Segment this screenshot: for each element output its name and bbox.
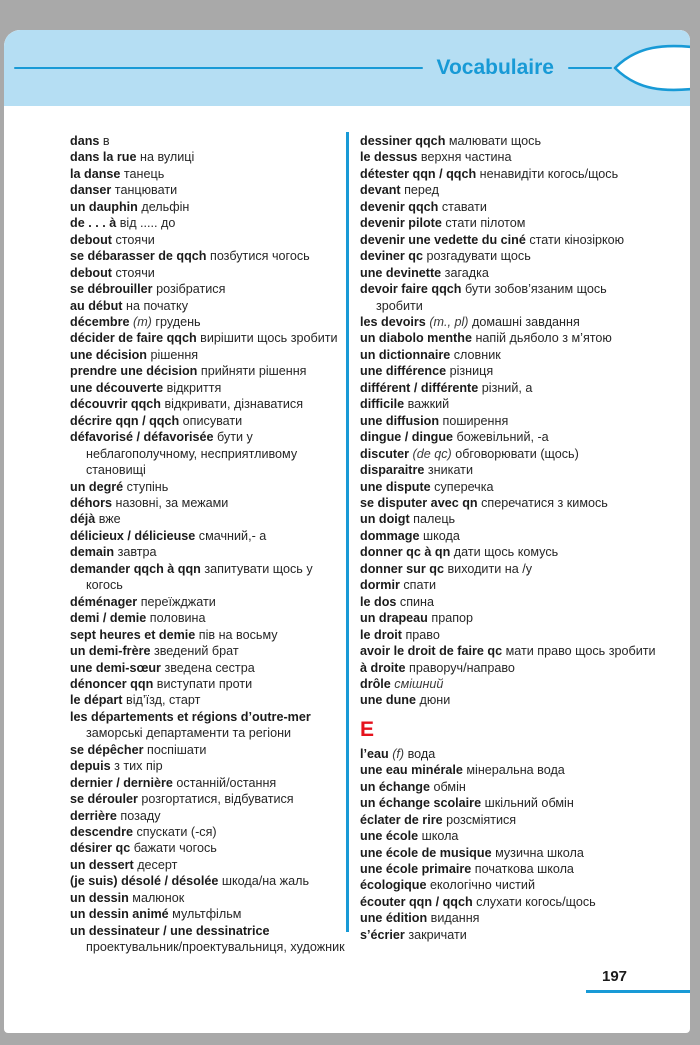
vocab-entry: un dauphin дельфін — [70, 199, 190, 214]
vocab-entry: une école primaire початкова школа — [360, 862, 574, 877]
vocab-entry: se dérouler розгортатися, відбуватися — [70, 792, 294, 807]
vocab-entry: la danse танець — [70, 166, 165, 181]
vocab-entry: déhors назовні, за межами — [70, 495, 229, 510]
vocab-entry: demander qqch à qqn запитувати щось у когось — [70, 561, 313, 593]
oval-tab-icon — [612, 39, 690, 97]
vocab-entry: se disputer avec qn сперечатися з кимось — [360, 495, 608, 510]
vocab-entry: deviner qc розгадувати щось — [360, 249, 531, 264]
vocab-entry: devenir qqch ставати — [360, 199, 487, 214]
vocab-entry: (je suis) désolé / désolée шкода/на жаль — [70, 874, 310, 889]
vocab-entry: détester qqn / qqch ненавидіти когось/щось — [360, 166, 619, 181]
vocab-entry: une demi-sœur зведена сестра — [70, 660, 255, 675]
vocab-entry: devoir faire qqch бути зобов’язаним щось зробити — [360, 282, 607, 313]
vocab-entry: une édition видання — [360, 911, 480, 926]
vocab-entry: derrière позаду — [70, 808, 161, 823]
vocab-entry: découvrir qqch відкривати, дізнаватися — [70, 397, 304, 412]
vocab-entry: les départements et régions d’outre-mer заморські департаменти та регіони — [70, 709, 311, 741]
vocab-entry: le départ від’їзд, старт — [70, 693, 201, 708]
vocab-entry: difficile важкий — [360, 397, 450, 412]
vocab-entry: une décision рішення — [70, 347, 199, 362]
vocab-entry: un doigt палець — [360, 512, 456, 527]
vocab-entry: l’eau (f) вода — [360, 746, 436, 761]
vocab-entry: un dessin малюнок — [70, 890, 185, 905]
vocab-entry: décider de faire qqch вирішити щось зробити — [70, 331, 338, 346]
vocab-entry: le dessus верхня частина — [360, 150, 512, 165]
vocab-entry: devenir une vedette du ciné стати кінозіркою — [360, 232, 625, 247]
vocab-entry: se débarasser de qqch позбутися чогось — [70, 249, 310, 264]
vocab-entry: le droit право — [360, 627, 440, 642]
vocab-entry: dormir спати — [360, 578, 437, 593]
page-footer — [586, 968, 690, 993]
vocab-entry: un demi-frère зведений брат — [70, 644, 239, 659]
header-band — [4, 30, 690, 106]
vocab-entry: une dispute суперечка — [360, 479, 494, 494]
vocab-entry: avoir le droit de faire qc мати право щось зробити — [360, 644, 656, 659]
page-title: Vocabulaire — [436, 56, 554, 79]
vocab-entry: au début на початку — [70, 298, 188, 313]
vocab-entry: se dépêcher поспішати — [70, 742, 207, 757]
vocab-entry: dans в — [70, 134, 110, 148]
vocab-entry: une devinette загадка — [360, 265, 489, 280]
vocab-entry: une différence різниця — [360, 364, 494, 379]
vocab-entry: demi / demie половина — [70, 611, 206, 626]
vocab-entry: devenir pilote стати пілотом — [360, 216, 526, 231]
vocab-entry: délicieux / délicieuse смачний,- а — [70, 528, 267, 543]
vocab-entry: un drapeau прапор — [360, 611, 474, 626]
vocab-entry: décembre (m) грудень — [70, 314, 201, 329]
vocab-entry: un dessin animé мультфільм — [70, 907, 242, 922]
vocab-entry: désirer qc бажати чогось — [70, 841, 217, 856]
vocab-entry: déjà вже — [70, 512, 121, 527]
vocab-entry: donner qc à qn дати щось комусь — [360, 545, 559, 560]
vocab-column-right — [346, 133, 656, 956]
vocab-entry: une diffusion поширення — [360, 413, 509, 428]
vocab-entry: dernier / dernière останній/остання — [70, 775, 277, 790]
vocab-entry: une école школа — [360, 829, 459, 844]
vocab-entry: une école de musique музична школа — [360, 845, 584, 860]
column-divider — [346, 132, 349, 932]
header-rule-right — [568, 67, 612, 70]
vocab-entry: dans la rue на вулиці — [70, 150, 195, 165]
vocab-entry: une eau minérale мінеральна вода — [360, 763, 565, 778]
vocab-entry: décrire qqn / qqch описувати — [70, 413, 243, 428]
vocab-entry: drôle смішний — [360, 676, 444, 691]
book-page — [4, 30, 690, 1033]
vocab-entry: debout стоячи — [70, 265, 155, 280]
vocab-entry: un diabolo menthe напій дьяболо з м’ятою — [360, 331, 612, 346]
vocab-entry: disparaitre зникати — [360, 463, 473, 478]
vocab-column-left — [70, 133, 346, 956]
vocab-entry: prendre une décision прийняти рішення — [70, 364, 307, 379]
section-letter: E — [360, 717, 375, 741]
vocab-entry: différent / différente різний, а — [360, 380, 533, 395]
vocab-entry: de . . . à від ..... до — [70, 216, 176, 231]
vocab-entry: défavorisé / défavorisée бути у неблагополучному, несприятливому становищі — [70, 430, 298, 478]
vocab-entry: demain завтра — [70, 545, 157, 560]
vocab-entry: un échange обмін — [360, 779, 466, 794]
vocab-entry: une découverte відкриття — [70, 380, 222, 395]
vocab-entry: éclater de rire розсміятися — [360, 812, 517, 827]
vocab-entry: un échange scolaire шкільний обмін — [360, 796, 574, 811]
vocab-entry: un dessert десерт — [70, 857, 178, 872]
vocab-entry: un dictionnaire словник — [360, 347, 501, 362]
vocab-entry: discuter (de qc) обговорювати (щось) — [360, 446, 579, 461]
vocab-entry: écologique екологічно чистий — [360, 878, 536, 893]
vocab-entry: le dos спина — [360, 594, 435, 609]
vocab-entry: debout стоячи — [70, 232, 155, 247]
vocab-entry: un dessinateur / une dessinatrice проектувальник/проектувальниця, художник — [70, 923, 345, 955]
vocab-entry: s’écrier закричати — [360, 927, 467, 942]
vocab-entry: les devoirs (m., pl) домашні завдання — [360, 314, 580, 329]
vocab-entry: donner sur qc виходити на /у — [360, 561, 533, 576]
page-number: 197 — [602, 968, 628, 985]
vocab-entry: dessiner qqch малювати щось — [360, 134, 542, 148]
vocab-entry: dommage шкода — [360, 528, 460, 543]
vocab-entry: danser танцювати — [70, 183, 178, 198]
vocab-entry: un degré ступінь — [70, 479, 169, 494]
vocab-entry: dingue / dingue божевільний, -а — [360, 430, 549, 445]
vocab-entry: écouter qqn / qqch слухати когось/щось — [360, 894, 596, 909]
vocab-entry: sept heures et demie пів на восьму — [70, 627, 278, 642]
header-rule-left — [14, 67, 423, 70]
vocab-entry: déménager переїжджати — [70, 594, 216, 609]
vocab-entry: une dune дюни — [360, 693, 451, 708]
vocab-entry: se débrouiller розібратися — [70, 282, 226, 297]
vocab-entry: devant перед — [360, 183, 439, 198]
vocab-entry: depuis з тих пір — [70, 759, 163, 774]
vocab-entry: descendre спускати (-ся) — [70, 825, 217, 840]
vocab-entry: dénoncer qqn виступати проти — [70, 676, 253, 691]
vocab-entry: à droite праворуч/направо — [360, 660, 515, 675]
